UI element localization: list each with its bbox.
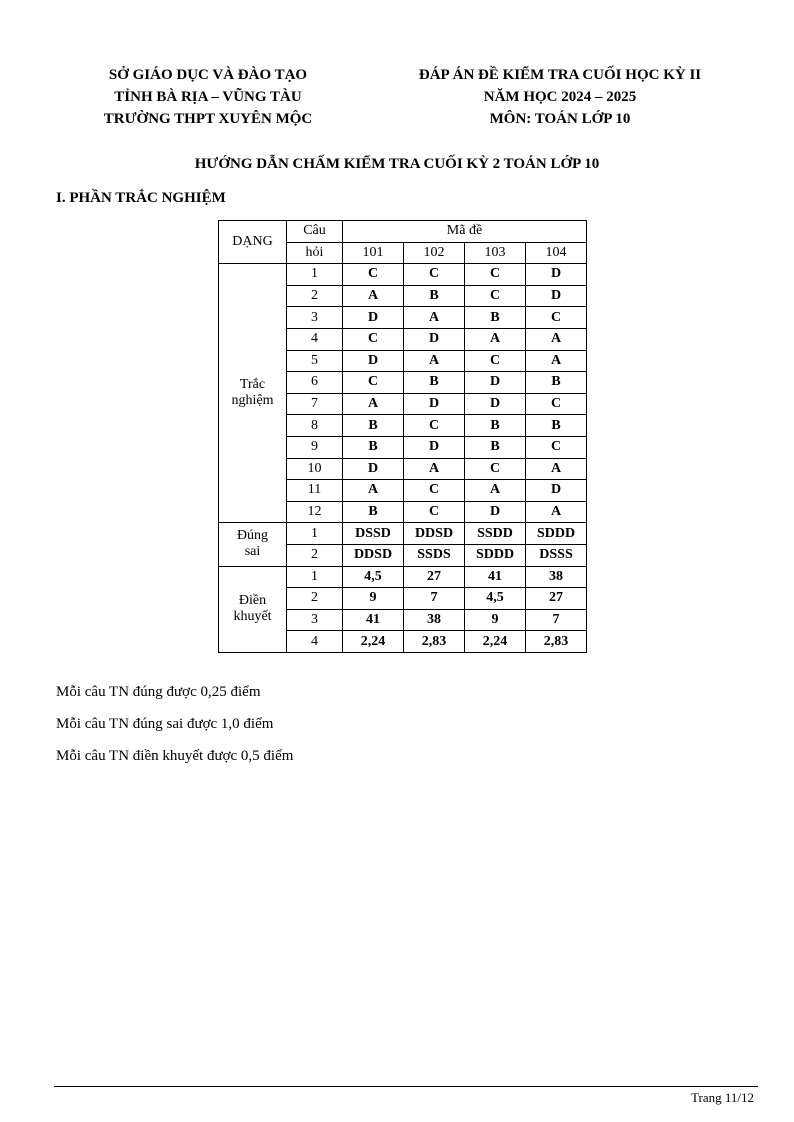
answer-cell: B (343, 436, 404, 458)
question-number: 1 (287, 523, 343, 545)
answer-cell: C (465, 285, 526, 307)
question-number: 10 (287, 458, 343, 480)
answer-cell: B (343, 501, 404, 523)
answer-cell: C (526, 436, 587, 458)
answer-cell: D (526, 285, 587, 307)
answer-cell: 2,24 (343, 631, 404, 653)
code-101: 101 (343, 242, 404, 264)
answer-cell: 27 (526, 588, 587, 610)
answer-cell: D (465, 501, 526, 523)
answer-cell: DSSD (343, 523, 404, 545)
section-heading: I. PHẦN TRẮC NGHIỆM (56, 190, 226, 206)
answer-cell: 2,83 (526, 631, 587, 653)
group-label-line-2: sai (244, 544, 261, 560)
group-label-line-2: nghiệm (231, 393, 274, 409)
answer-cell: SSDS (404, 544, 465, 566)
answer-cell: C (465, 264, 526, 286)
answer-cell: SDDD (526, 523, 587, 545)
answer-cell: SSDD (465, 523, 526, 545)
answer-cell: B (404, 285, 465, 307)
answer-cell: DSSS (526, 544, 587, 566)
answer-cell: 2,83 (404, 631, 465, 653)
doc-title: ĐÁP ÁN ĐỀ KIỂM TRA CUỐI HỌC KỲ II (418, 67, 702, 83)
answer-cell: 4,5 (465, 588, 526, 610)
answer-cell: D (404, 436, 465, 458)
question-number: 6 (287, 372, 343, 394)
answer-cell: A (465, 328, 526, 350)
note-multiple-choice: Mỗi câu TN đúng được 0,25 điểm (56, 684, 261, 700)
table-row (219, 523, 587, 545)
question-number: 5 (287, 350, 343, 372)
code-102: 102 (404, 242, 465, 264)
col-header-code: Mã đề (343, 221, 587, 243)
question-number: 2 (287, 588, 343, 610)
col-header-question-2: hỏi (287, 242, 343, 264)
group-label-line-2: khuyết (233, 609, 272, 625)
group-label (219, 566, 287, 652)
answer-cell: 41 (465, 566, 526, 588)
table-row (219, 264, 587, 286)
group-label (219, 264, 287, 523)
answer-cell: D (465, 393, 526, 415)
answer-cell: C (465, 458, 526, 480)
answer-cell: 7 (404, 588, 465, 610)
answer-cell: 38 (404, 609, 465, 631)
col-header-type: DẠNG (219, 221, 287, 264)
answer-cell: 41 (343, 609, 404, 631)
note-true-false: Mỗi câu TN đúng sai được 1,0 điểm (56, 716, 274, 732)
answer-cell: C (404, 501, 465, 523)
school-year: NĂM HỌC 2024 – 2025 (483, 89, 637, 105)
answer-cell: A (526, 328, 587, 350)
note-fill-in: Mỗi câu TN điền khuyết được 0,5 điểm (56, 748, 294, 764)
question-number: 9 (287, 436, 343, 458)
col-header-question-1: Câu (287, 221, 343, 243)
code-104: 104 (526, 242, 587, 264)
code-103: 103 (465, 242, 526, 264)
group-label-line-1: Điền (238, 593, 267, 609)
answer-cell: C (404, 415, 465, 437)
question-number: 8 (287, 415, 343, 437)
answer-cell: B (343, 415, 404, 437)
answer-cell: D (404, 393, 465, 415)
answer-cell: C (526, 307, 587, 329)
answer-cell: C (465, 350, 526, 372)
answer-cell: 38 (526, 566, 587, 588)
answer-cell: A (343, 285, 404, 307)
answer-cell: 7 (526, 609, 587, 631)
answer-cell: A (465, 480, 526, 502)
province-name: TỈNH BÀ RỊA – VŨNG TÀU (114, 89, 302, 105)
answer-cell: B (526, 415, 587, 437)
group-label (219, 523, 287, 566)
answer-cell: C (404, 264, 465, 286)
question-number: 3 (287, 307, 343, 329)
table-row (219, 566, 587, 588)
question-number: 3 (287, 609, 343, 631)
group-label-line-1: Đúng (236, 528, 269, 544)
answer-cell: A (404, 458, 465, 480)
answer-table (218, 220, 587, 653)
answer-cell: SDDD (465, 544, 526, 566)
question-number: 1 (287, 264, 343, 286)
page-number: Trang 11/12 (691, 1090, 754, 1105)
answer-cell: C (343, 328, 404, 350)
answer-cell: A (526, 501, 587, 523)
answer-cell: D (343, 307, 404, 329)
answer-cell: 9 (343, 588, 404, 610)
answer-cell: D (343, 458, 404, 480)
answer-cell: 4,5 (343, 566, 404, 588)
question-number: 4 (287, 631, 343, 653)
question-number: 2 (287, 544, 343, 566)
department-name: SỞ GIÁO DỤC VÀ ĐÀO TẠO (108, 67, 308, 83)
answer-cell: C (343, 372, 404, 394)
answer-cell: D (526, 264, 587, 286)
answer-cell: A (404, 350, 465, 372)
question-number: 12 (287, 501, 343, 523)
school-name: TRƯỜNG THPT XUYÊN MỘC (103, 111, 313, 127)
answer-cell: D (343, 350, 404, 372)
answer-cell: B (404, 372, 465, 394)
answer-cell: C (343, 264, 404, 286)
answer-cell: A (526, 350, 587, 372)
table-header-row (219, 221, 587, 243)
scoring-notes (56, 682, 293, 778)
question-number: 4 (287, 328, 343, 350)
answer-cell: 9 (465, 609, 526, 631)
answer-cell: D (526, 480, 587, 502)
question-number: 7 (287, 393, 343, 415)
answer-cell: C (404, 480, 465, 502)
subject: MÔN: TOÁN LỚP 10 (489, 111, 631, 127)
answer-cell: A (526, 458, 587, 480)
header-left (68, 64, 348, 130)
question-number: 1 (287, 566, 343, 588)
footer-divider (54, 1086, 758, 1087)
answer-cell: D (404, 328, 465, 350)
answer-cell: 27 (404, 566, 465, 588)
answer-cell: DDSD (404, 523, 465, 545)
question-number: 11 (287, 480, 343, 502)
header-right (380, 64, 740, 130)
answer-cell: B (465, 307, 526, 329)
question-number: 2 (287, 285, 343, 307)
answer-cell: DDSD (343, 544, 404, 566)
answer-cell: B (465, 415, 526, 437)
answer-cell: A (404, 307, 465, 329)
page-title: HƯỚNG DẪN CHẤM KIỂM TRA CUỐI KỲ 2 TOÁN LỚP 10 (194, 156, 600, 172)
answer-cell: A (343, 480, 404, 502)
answer-cell: B (465, 436, 526, 458)
answer-cell: A (343, 393, 404, 415)
answer-cell: D (465, 372, 526, 394)
answer-cell: 2,24 (465, 631, 526, 653)
group-label-line-1: Trắc (239, 377, 266, 393)
answer-cell: B (526, 372, 587, 394)
answer-cell: C (526, 393, 587, 415)
